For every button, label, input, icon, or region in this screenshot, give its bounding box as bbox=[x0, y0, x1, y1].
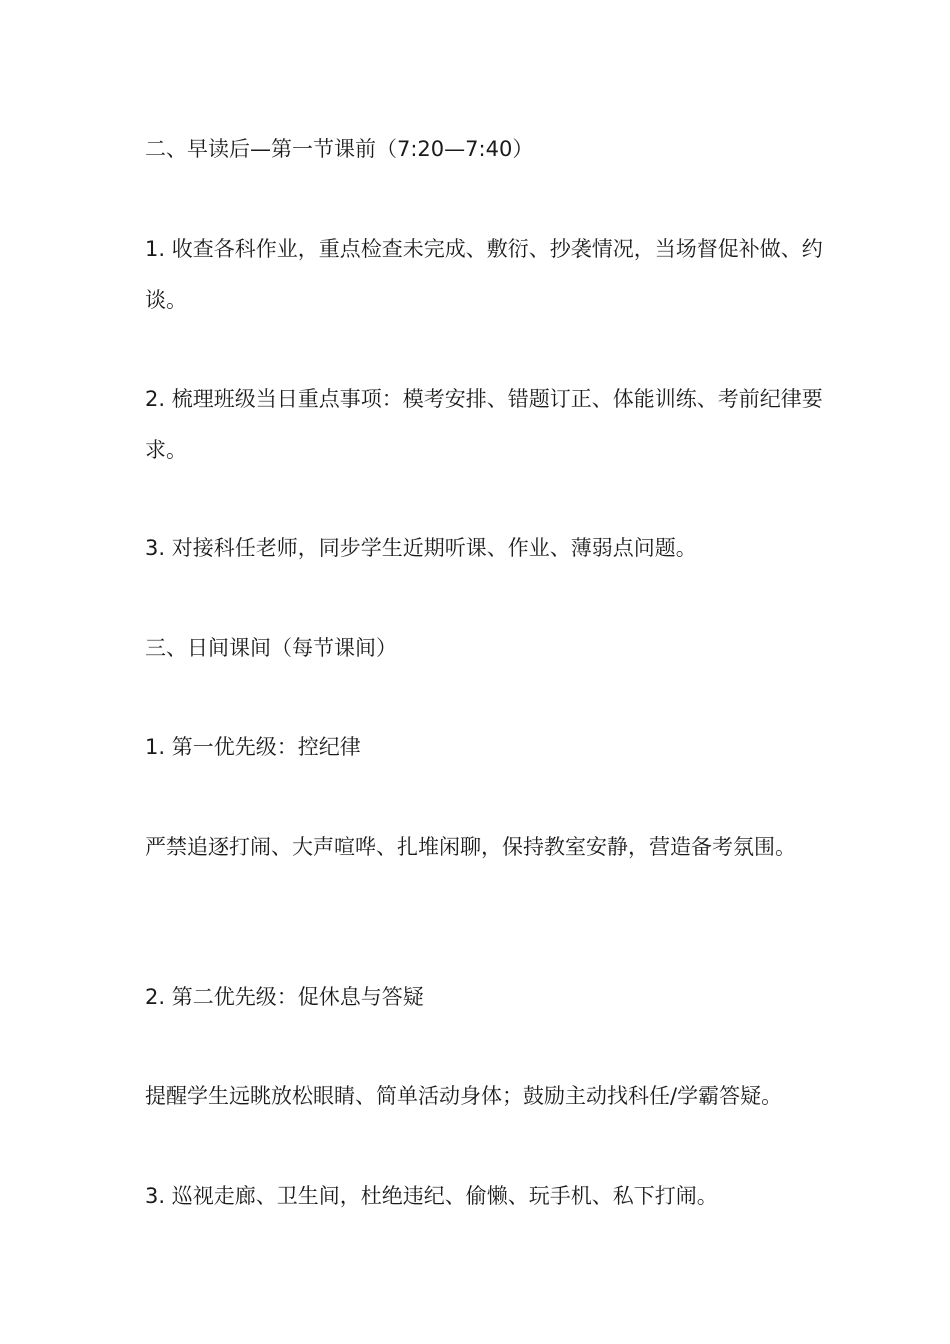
paragraph-priority-1-detail: 严禁追逐打闹、大声喧哗、扎堆闲聊，保持教室安静，营造备考氛围。 bbox=[145, 835, 796, 859]
paragraph-priority-2: 2. 第二优先级：促休息与答疑 bbox=[145, 985, 424, 1009]
paragraph-priority-1: 1. 第一优先级：控纪律 bbox=[145, 735, 361, 759]
section-heading-2: 二、早读后—第一节课前（7:20—7:40） bbox=[145, 137, 534, 161]
paragraph-priority-2-detail: 提醒学生远眺放松眼睛、简单活动身体；鼓励主动找科任/学霸答疑。 bbox=[145, 1084, 783, 1108]
paragraph-item-1: 1. 收查各科作业，重点检查未完成、敷衍、抄袭情况，当场督促补做、约谈。 bbox=[145, 237, 823, 312]
paragraph-item-patrol: 3. 巡视走廊、卫生间，杜绝违纪、偷懒、玩手机、私下打闹。 bbox=[145, 1184, 718, 1208]
section-heading-3: 三、日间课间（每节课间） bbox=[145, 636, 397, 660]
paragraph-item-2: 2. 梳理班级当日重点事项：模考安排、错题订正、体能训练、考前纪律要求。 bbox=[145, 387, 823, 462]
paragraph-item-3: 3. 对接科任老师，同步学生近期听课、作业、薄弱点问题。 bbox=[145, 536, 697, 560]
